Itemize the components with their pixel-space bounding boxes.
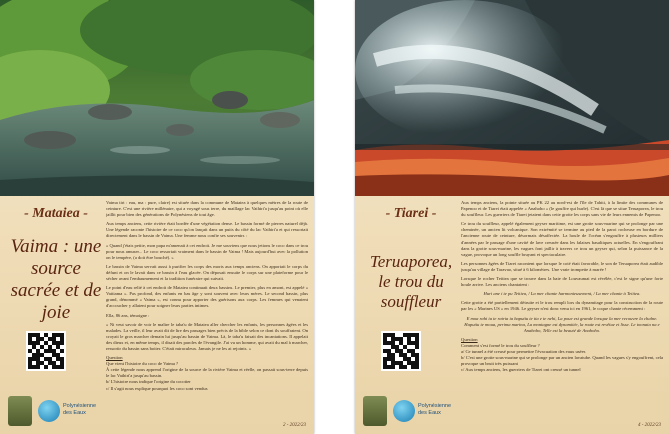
question-label: Question [461,336,478,342]
paragraph: Les personnes âgées de Tiarei racontent que lorsque le coté était favorable, le son de Teruaporea était audible jusqu'au village de Taravao, situé à 6 kilomètres. Une vraie trompette à marée ! [461,260,663,272]
paragraph: Ce trou du souffleur, appelé également geyser maritime, est une grotte sous-marine qui se prolonge par une cheminée, un ancien lit volcanique. Son extrémité se termine au pied de la paroi rocheuse en bordure de l'ancienne route de ceinture, désormais désaffectée. La houle de l'océan s'engouffre à plusieurs milliers d'années par le passage d'une cavité de lave creusée dans les falaises basaltiques actuelles. En s'engouffrant dans la grotte sous-marine, les vagues font jaillir à travers ce trou un geyser qui, selon la puissance de la vague, provoque un long souffle bruyant et spectaculaire. [461,221,663,257]
page-tiarei [355,0,669,434]
article-body [106,200,308,422]
place-label: - Mataiea - [24,206,88,221]
logo-text: Polynésienne des Eaux [63,403,97,416]
water-drop-logo-icon [38,400,60,422]
qr-code-icon [381,331,421,371]
question-line: c/ Aux temps anciens, les guerriers de Tiarei ont creusé un tunnel [461,367,581,373]
paragraph: « Quand j'étais petite, mon papa m'amenait à cet endroit. Je me souviens que nous jetions le coco dans ce trou pour nous amuser... Le coco ressortait vraiment dans le bassin de Vaima ! Mais aujourd'hui avec la pollution on le tempère, (a doit être bouché). » [106,242,308,260]
question-line: a/ Ce tunnel a été creusé pour permettre l'évacuation des eaux usées [461,348,586,354]
page-number: 4 - 2022/23 [637,423,661,428]
question-label: Question [106,355,123,361]
article-title: Vaima : une source sacrée et de joie [10,236,102,323]
paragraph: Aux temps anciens, cette rivière était bordée d'une végétation dense. Le bassin formé de pierres naturel déjà. Une légende raconte l'histoire de ce coco qu'on lançait dans un puits du côté du lac Vaihiri'a et qui ressortait directement dans le bassin de Vaima. Une femme nous confie ses souvenirs : [106,221,308,239]
paragraph: Lorsque le rocher Teitiea que se trouve dans la baie de Louvaumai est révélée, c'est le signe qu'une forte houle arrive. Les anciens chantaient : [461,276,663,288]
river-photo [0,0,314,196]
place-label: - Tiarei - [385,206,437,221]
question-line: À cette légende nous apprend l'origine de la source de la rivière Vaima et réelle, on passait sous-terre depuis le lac Vaihiri'a jusqu'au bassin. [106,367,308,379]
question-line: Que vient l'histoire du coco de Vaima ? [106,361,179,367]
article-title: Teruaporea, le trou du souffleur [369,252,453,311]
river-illustration [0,0,314,196]
paragraph: Le bassin de Vaima servait aussi à purifier les corps des morts aux temps anciens. On apportait le corps du défunt et on le lavait dans ce bassin à l'eau glacée. On déposait ensuite le corps sur une plateforme pour le sécher avant l'embaumement et la tradition funéraire qui suivait. [106,263,308,282]
question-line: b/ C'est une grotte sous-marine qui se prolonge par un ancien lavatube. Quand les vagues s'y engouffrent, cela provoque un bruit très puissant [461,355,663,367]
geyser-photo [355,0,669,196]
paragraph: Aux temps anciens, la pointe située au PK 22 au nord-est de l'île de Tahiti, à la limite des communes de Papenoo et de Tiarei était appelée « Anahoho » (le gouffre qui hurle). C'est là que se situe Teruaporea, le trou du souffleur. Les guerriers de Tiarei jetaient dans cette grotte les corps sans vie de leurs ennemis de Papenoo. [461,200,663,218]
question-line: c/ Il s'agit nous explique pourquoi les coco sont vendus [106,385,208,391]
paragraph: Ella, 86 ans, témoigne : [106,312,150,318]
sponsor-logos [363,396,463,426]
logo-text: Polynésienne des Eaux [418,403,452,416]
page-number: 2 - 2022/23 [282,423,306,428]
page-mataiea [0,0,314,434]
tiki-statue-icon [8,396,32,426]
tiki-statue-icon [363,396,387,426]
paragraph: « Ni veut savoir de voir le maître le taba'u de Mataiea aller chercher les enfants, les personnes âgées et les malades. La veille, il leur avait dit de lire des passages bien précis de la bible selon ce dont ils souffraient. On croyait le gros marcher demain lui jusqu'au bassin de Vaima. Là, le taba'u faisait des incantations. Il appelait des dieux et, en même temps, il disait des paroles de l'évangile. J'ai vu un homme, qui avait du mal à marcher, ressortir du bassin sans boiter. C'était miraculeux. Jamais je ne les ai rejoints. » [106,321,308,351]
question-line: Comment s'est formé le trou du souffleur ? [461,342,540,348]
paragraph: Le point d'eau relié à cet endroit de Mataiea continuait deux bassins. Le premier, plus en amont, est appelé « Vaitiama ». Pas profond, des enfants en bas âge y sont souvent avec leurs mères. Le second bassin, plus grand, dénommé « Vaima », est connu pour apporter des guérisons aux corps. Les femmes qui venaient d'accoucher y allaient pour soigner leurs parties intimes. [106,285,308,309]
sponsor-logos [8,396,108,426]
article-body [461,200,663,422]
chant-verse: E moa rahi ia te rairia ia haputiu te tia e te nehi, La poue est grande lorsque la mer recouvre la chaîne. Haputiu te moua, perima marina, La montagne est dynamitée, la route est revêtue et lisse. Le toonaia na e Anahoho, Telle est la beauté de Anahoho. [464,315,660,333]
water-drop-logo-icon [393,400,415,422]
geyser-illustration [355,0,669,196]
question-line: b/ L'histoire nous indique l'origine du cocotier [106,379,191,385]
qr-code-icon [26,331,66,371]
paragraph: Vaima tiri : eau, ma : pure, claire) est située dans la commune de Mataiea à quelques mètres de la route de ceinture. C'est une rivière millénaire, qui a voyagé sous terre, du maillage lac Vaihiri'a jusqu'au point où elle jaillit pour bien des générations de Polynésiens de tout âge. [106,200,308,218]
paragraph: Cette grotte a été partiellement détruite et le trou rempli lors du dynamitage pour la construction de la route par les « Marines US » en 1946. Le geyser n'est donc venu ici en 1961, le coque chante récemment : [461,300,663,312]
chant-verse: Huri ane i te pu Teitiea, / La mer chante harmonieusement, / La mer chante à Teitiea. [483,291,641,297]
